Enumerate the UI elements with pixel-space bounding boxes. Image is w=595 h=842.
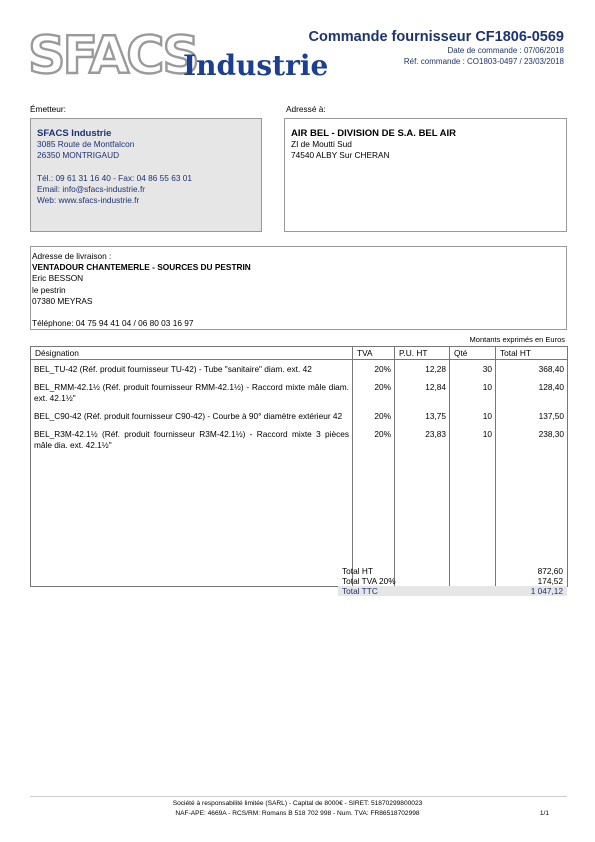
delivery-contact: Eric BESSON <box>32 273 84 284</box>
column-header-total: Total HT <box>496 347 568 360</box>
page-number: 1/1 <box>539 810 549 817</box>
total-ttc-value: 1 047,12 <box>530 586 563 596</box>
line-quantity: 10 <box>450 407 496 425</box>
emitter-phone: Tél.: 09 61 31 16 40 - Fax: 04 86 55 63 01 <box>37 172 192 183</box>
emitter-website: Web: www.sfacs-industrie.fr <box>37 195 140 206</box>
delivery-address-line1: le pestrin <box>32 284 66 295</box>
total-ttc-label: Total TTC <box>342 586 378 596</box>
column-header-quantity: Qté <box>450 347 496 360</box>
table-row <box>31 425 568 454</box>
totals-block <box>338 566 567 596</box>
line-unit-price: 12,84 <box>395 378 450 407</box>
currency-note: Montants exprimés en Euros <box>469 335 565 344</box>
delivery-box <box>30 246 567 330</box>
emitter-name: SFACS Industrie <box>37 128 112 139</box>
delivery-name: VENTADOUR CHANTEMERLE - SOURCES DU PESTRIN <box>32 262 251 273</box>
recipient-label: Adressé à: <box>286 104 326 114</box>
order-date: Date de commande : 07/06/2018 <box>447 46 564 55</box>
total-ht-row <box>338 566 567 576</box>
order-reference: Réf. commande : CO1803-0497 / 23/03/2018 <box>403 57 564 66</box>
total-tva-value: 174,52 <box>537 576 563 586</box>
column-header-unit-price: P.U. HT <box>395 347 450 360</box>
line-designation: BEL_RMM-42.1½ (Réf. produit fournisseur RMM-42.1½) - Raccord mixte mâle diam. ext. 42.1½" <box>31 378 353 407</box>
order-lines-table <box>30 346 568 587</box>
line-total: 137,50 <box>496 407 568 425</box>
column-header-tva: TVA <box>353 347 395 360</box>
table-row <box>31 378 568 407</box>
line-unit-price: 13,75 <box>395 407 450 425</box>
total-ttc-row <box>338 586 567 596</box>
emitter-box <box>30 118 262 232</box>
column-header-designation: Désignation <box>31 347 353 360</box>
footer-divider <box>30 796 567 797</box>
line-quantity: 10 <box>450 425 496 454</box>
document-title: Commande fournisseur CF1806-0569 <box>308 29 564 45</box>
line-total: 238,30 <box>496 425 568 454</box>
line-tva: 20% <box>353 360 395 379</box>
logo-sfacs-text: SFACS <box>28 26 197 86</box>
delivery-address-line2: 07380 MEYRAS <box>32 295 93 306</box>
footer-legal-line2: NAF-APE: 4669A - RCS/RM: Romans B 518 702 998 - Num. TVA: FR86518702998 <box>175 810 420 817</box>
recipient-address-line2: 74540 ALBY Sur CHERAN <box>291 150 390 161</box>
line-designation: BEL_C90-42 (Réf. produit fournisseur C90-42) - Courbe à 90° diamètre extérieur 42 <box>31 407 353 425</box>
emitter-email: Email: info@sfacs-industrie.fr <box>37 183 146 194</box>
emitter-address-line1: 3085 Route de Montfalcon <box>37 139 135 150</box>
total-ht-value: 872,60 <box>537 566 563 576</box>
table-header-row <box>31 347 568 360</box>
total-tva-row <box>338 576 567 586</box>
line-unit-price: 12,28 <box>395 360 450 379</box>
line-designation: BEL_R3M-42.1½ (Réf. produit fournisseur R3M-42.1½) - Raccord mixte 3 pièces mâle dia. ext. 42.1½" <box>31 425 353 454</box>
delivery-label: Adresse de livraison : <box>32 251 112 261</box>
line-tva: 20% <box>353 378 395 407</box>
logo-industrie-text: Industrie <box>183 49 329 82</box>
emitter-address-line2: 26350 MONTRIGAUD <box>37 150 120 161</box>
table-row <box>31 407 568 425</box>
total-ht-label: Total HT <box>342 566 373 576</box>
line-total: 368,40 <box>496 360 568 379</box>
recipient-address-line1: ZI de Moutti Sud <box>291 139 352 150</box>
line-tva: 20% <box>353 425 395 454</box>
line-designation: BEL_TU-42 (Réf. produit fournisseur TU-42) - Tube "sanitaire" diam. ext. 42 <box>31 360 353 379</box>
line-quantity: 10 <box>450 378 496 407</box>
company-logo <box>28 26 329 88</box>
recipient-box <box>284 118 567 232</box>
recipient-name: AIR BEL - DIVISION DE S.A. BEL AIR <box>291 128 457 139</box>
line-unit-price: 23,83 <box>395 425 450 454</box>
delivery-phone: Téléphone: 04 75 94 41 04 / 06 80 03 16 97 <box>32 318 194 329</box>
table-row <box>31 360 568 379</box>
total-tva-label: Total TVA 20% <box>342 576 396 586</box>
footer-legal-line1: Société à responsabilité limitée (SARL) - Capital de 8000€ - SIRET: 51870299800023 <box>172 800 423 807</box>
line-quantity: 30 <box>450 360 496 379</box>
emitter-label: Émetteur: <box>30 104 66 114</box>
line-total: 128,40 <box>496 378 568 407</box>
line-tva: 20% <box>353 407 395 425</box>
